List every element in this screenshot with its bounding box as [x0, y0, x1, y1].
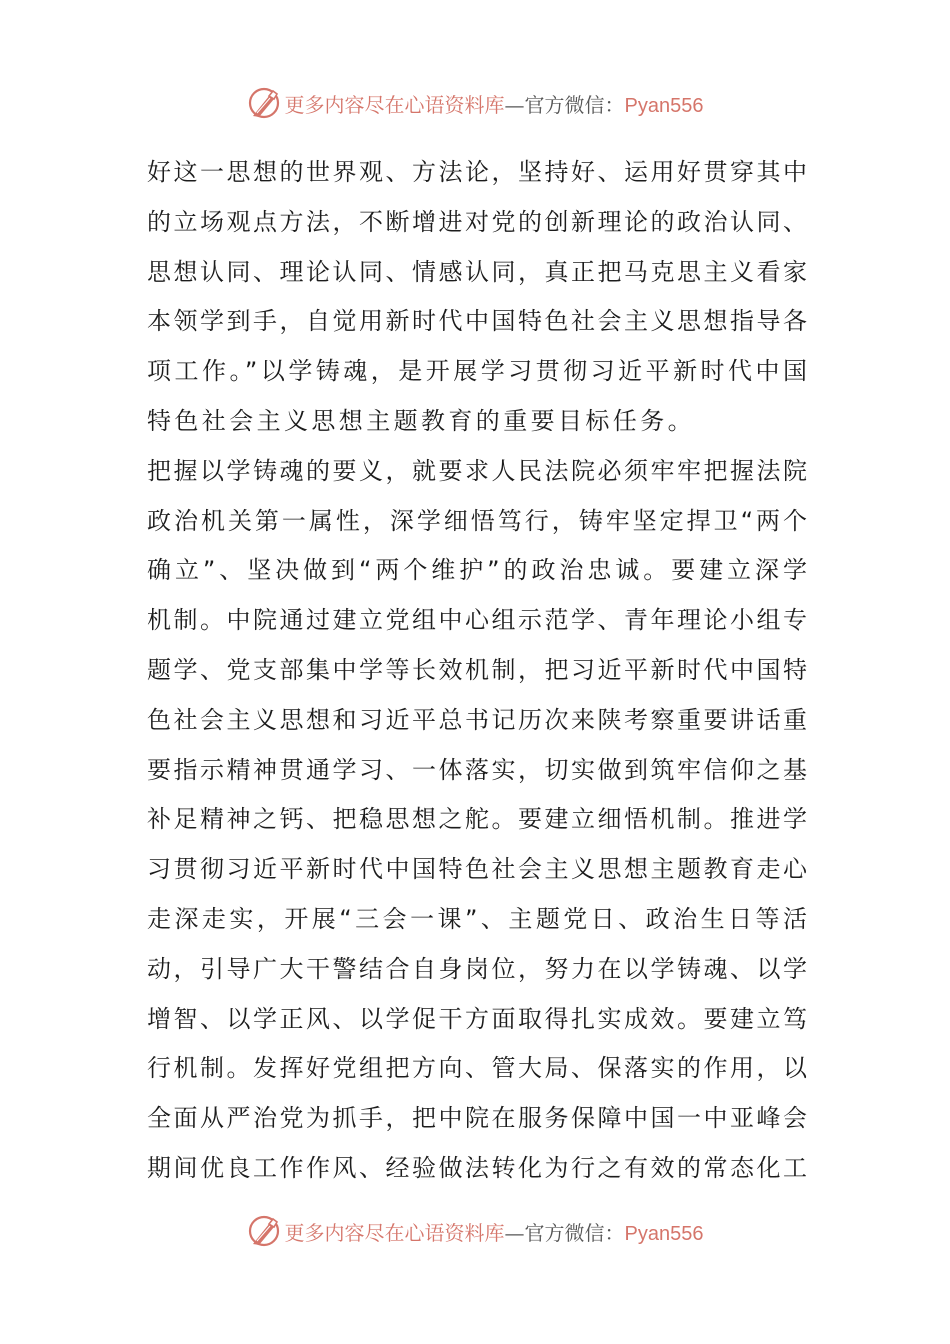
- footer-text: [285, 1217, 704, 1246]
- header-label: 官方微信：: [524, 92, 625, 117]
- body-line: 增智、以学正风、以学促干方面取得扎实成效。要建立笃: [147, 1004, 807, 1033]
- body-line: 要指示精神贯通学习、一体落实，切实做到筑牢信仰之基: [147, 755, 807, 784]
- body-line: 把握以学铸魂的要义，就要求人民法院必须牢牢把握法院: [147, 456, 807, 485]
- body-line: 机制。中院通过建立党组中心组示范学、青年理论小组专: [147, 606, 807, 635]
- footer-wechat-id: Pyan556: [624, 1222, 704, 1245]
- body-line: 确立”、坚决做到“两个维护”的政治忠诚。要建立深学: [147, 556, 807, 585]
- body-line: 的立场观点方法，不断增进对党的创新理论的政治认同、: [147, 207, 807, 236]
- body-line: 项工作。”以学铸魂，是开展学习贯彻习近平新时代中国: [147, 357, 807, 386]
- body-line: 补足精神之钙、把稳思想之舵。要建立细悟机制。推进学: [147, 805, 807, 834]
- body-line: 行机制。发挥好党组把方向、管大局、保落实的作用，以: [147, 1054, 807, 1083]
- body-line: 本领学到手，自觉用新时代中国特色社会主义思想指导各: [147, 307, 807, 336]
- body-line: 政治机关第一属性，深学细悟笃行，铸牢坚定捍卫“两个: [147, 506, 807, 535]
- body-line: 色社会主义思想和习近平总书记历次来陕考察重要讲话重: [147, 705, 807, 734]
- body-line: 题学、党支部集中学等长效机制，把习近平新时代中国特: [147, 655, 807, 684]
- body-line: 习贯彻习近平新时代中国特色社会主义思想主题教育走心: [147, 855, 807, 884]
- footer-prefix: 更多内容尽在心语资料库: [284, 1220, 505, 1245]
- document-body: [147, 148, 807, 1194]
- header-dash: —: [504, 92, 525, 117]
- footer-label: 官方微信：: [524, 1220, 625, 1245]
- header-prefix: 更多内容尽在心语资料库: [284, 92, 505, 117]
- body-line: 全面从严治党为抓手，把中院在服务保障中国一中亚峰会: [147, 1104, 807, 1133]
- body-line: 动，引导广大干警结合自身岗位，努力在以学铸魂、以学: [147, 954, 807, 983]
- header-wechat-id: Pyan556: [624, 94, 704, 117]
- body-line: 走深走实，开展“三会一课”、主题党日、政治生日等活: [147, 904, 807, 933]
- body-line: 特色社会主义思想主题教育的重要目标任务。: [147, 406, 695, 435]
- header-banner: [0, 83, 950, 123]
- footer-banner: [0, 1211, 950, 1251]
- pen-nib-icon: [247, 86, 281, 120]
- header-text: [285, 89, 704, 118]
- body-line: 期间优良工作作风、经验做法转化为行之有效的常态化工: [147, 1153, 807, 1182]
- pen-nib-icon: [247, 1214, 281, 1248]
- body-line: 思想认同、理论认同、情感认同，真正把马克思主义看家: [147, 257, 807, 286]
- footer-dash: —: [504, 1220, 525, 1245]
- body-line: 好这一思想的世界观、方法论，坚持好、运用好贯穿其中: [147, 158, 807, 186]
